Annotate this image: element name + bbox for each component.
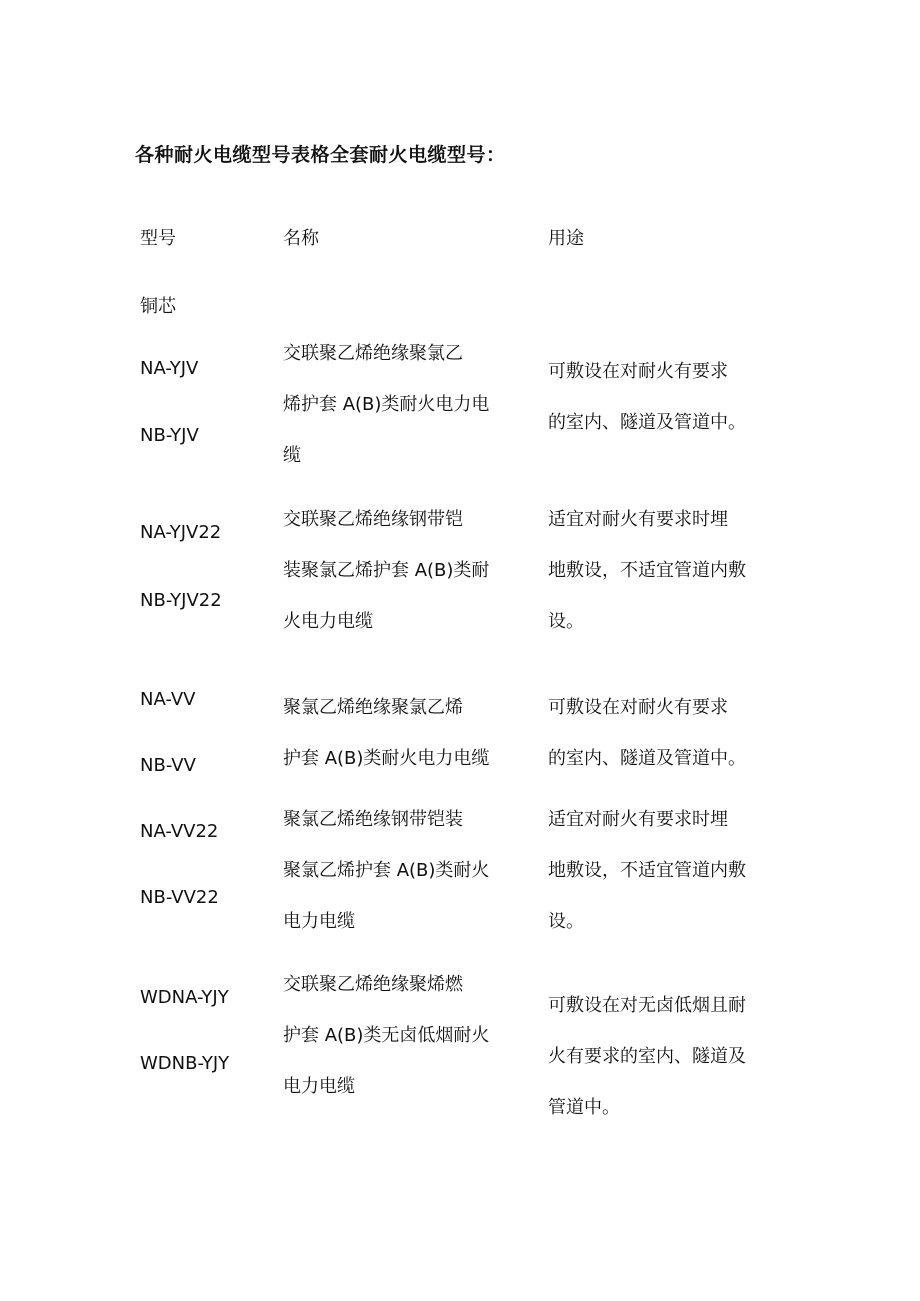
model-code: NA-VV22 xyxy=(140,821,219,842)
header-model: 型号 xyxy=(140,228,176,249)
usage-line: 地敷设，不适宜管道内敷 xyxy=(548,560,746,581)
name-line: 交联聚乙烯绝缘聚烯燃 xyxy=(283,974,463,995)
name-line: 交联聚乙烯绝缘聚氯乙 xyxy=(283,343,463,364)
usage-line: 设。 xyxy=(548,911,584,932)
cable-name xyxy=(283,959,518,1112)
model-code: NB-VV xyxy=(140,755,196,776)
usage-line: 可敷设在对耐火有要求 xyxy=(548,697,728,718)
usage-line: 的室内、隧道及管道中。 xyxy=(548,412,746,433)
cable-name xyxy=(283,494,518,647)
model-code: NB-YJV22 xyxy=(140,590,222,611)
name-line: 交联聚乙烯绝缘钢带铠 xyxy=(283,509,463,530)
cable-usage xyxy=(548,980,780,1133)
section-label: 铜芯 xyxy=(140,296,176,317)
name-line: 聚氯乙烯绝缘聚氯乙烯 xyxy=(283,697,463,718)
usage-line: 可敷设在对耐火有要求 xyxy=(548,361,728,382)
cable-name xyxy=(283,328,518,481)
name-line: 聚氯乙烯绝缘钢带铠装 xyxy=(283,809,463,830)
cable-usage xyxy=(548,494,780,647)
name-line: 护套 A(B)类无卤低烟耐火 xyxy=(283,1025,490,1046)
name-line: 缆 xyxy=(283,445,301,466)
usage-line: 设。 xyxy=(548,611,584,632)
model-code: NB-VV22 xyxy=(140,887,219,908)
usage-line: 可敷设在对无卤低烟且耐 xyxy=(548,995,746,1016)
usage-line: 火有要求的室内、隧道及 xyxy=(548,1046,746,1067)
model-code: WDNB-YJY xyxy=(140,1053,230,1074)
name-line: 装聚氯乙烯护套 A(B)类耐 xyxy=(283,560,490,581)
model-code: NB-YJV xyxy=(140,425,199,446)
usage-line: 管道中。 xyxy=(548,1097,620,1118)
usage-line: 适宜对耐火有要求时埋 xyxy=(548,509,728,530)
header-name: 名称 xyxy=(283,228,319,249)
cable-usage xyxy=(548,346,780,448)
name-line: 电力电缆 xyxy=(283,1076,355,1097)
name-line: 电力电缆 xyxy=(283,911,355,932)
cable-name xyxy=(283,794,518,947)
name-line: 烯护套 A(B)类耐火电力电 xyxy=(283,394,490,415)
model-code: WDNA-YJY xyxy=(140,987,229,1008)
cable-name xyxy=(283,682,518,784)
header-usage: 用途 xyxy=(548,228,584,249)
cable-usage xyxy=(548,682,780,784)
cable-usage xyxy=(548,794,780,947)
usage-line: 的室内、隧道及管道中。 xyxy=(548,748,746,769)
usage-line: 地敷设，不适宜管道内敷 xyxy=(548,860,746,881)
model-code: NA-VV xyxy=(140,689,196,710)
name-line: 聚氯乙烯护套 A(B)类耐火 xyxy=(283,860,490,881)
name-line: 火电力电缆 xyxy=(283,611,373,632)
model-code: NA-YJV22 xyxy=(140,522,222,543)
usage-line: 适宜对耐火有要求时埋 xyxy=(548,809,728,830)
model-code: NA-YJV xyxy=(140,358,199,379)
name-line: 护套 A(B)类耐火电力电缆 xyxy=(283,748,490,769)
document-title: 各种耐火电缆型号表格全套耐火电缆型号： xyxy=(135,144,506,166)
